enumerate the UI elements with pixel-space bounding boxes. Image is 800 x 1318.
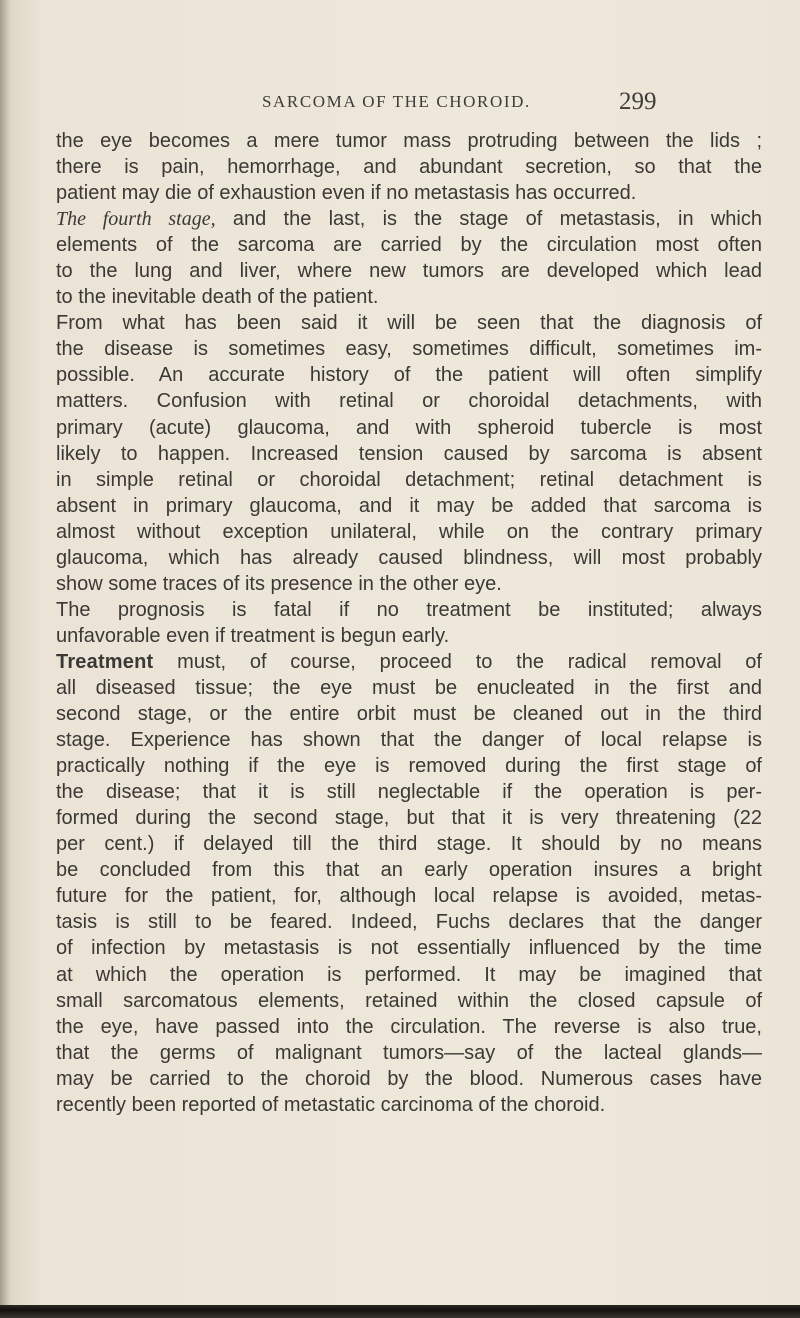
text-line: of infection by metastasis is not essentially influenced by the time: [56, 937, 762, 960]
text-line: absent in primary glaucoma, and it may be added that sarcoma is: [56, 494, 762, 517]
text-line: the eye becomes a mere tumor mass protruding between the lids ;: [56, 130, 762, 152]
text-line: The prognosis is fatal if no treatment be instituted; always: [56, 598, 762, 621]
text-line: formed during the second stage, but that it is very threatening (22: [56, 807, 762, 830]
text-line: patient may die of exhaustion even if no metastasis has occurred.: [56, 182, 637, 205]
text-line: the eye, have passed into the circulation. The reverse is also true,: [56, 1015, 762, 1038]
text-line: recently been reported of metastatic carcinoma of the choroid.: [56, 1093, 606, 1116]
text-line: small sarcomatous elements, retained within the closed capsule of: [56, 989, 762, 1012]
text-line-rest: must, of course, proceed to the radical removal of: [153, 650, 762, 673]
text-line: matters. Confusion with retinal or choroidal detachments, with: [56, 390, 762, 413]
text-line: [56, 206, 762, 232]
text-line: to the lung and liver, where new tumors are developed which lead: [56, 260, 762, 283]
text-line: [56, 649, 762, 675]
text-line: to the inevitable death of the patient.: [56, 286, 379, 309]
text-line: glaucoma, which has already caused blindness, will most probably: [56, 546, 762, 569]
text-line: show some traces of its presence in the other eye.: [56, 572, 502, 595]
page-binding-edge: [0, 0, 10, 1318]
treatment-heading-bold: Treatment: [56, 650, 154, 673]
page-bottom-edge: [0, 1305, 800, 1318]
body-text: [56, 128, 762, 1118]
text-line: stage. Experience has shown that the danger of local relapse is: [56, 729, 762, 752]
text-line: almost without exception unilateral, while on the contrary primary: [56, 520, 762, 543]
text-line: per cent.) if delayed till the third stage. It should by no means: [56, 833, 762, 856]
text-line: may be carried to the choroid by the blood. Numerous cases have: [56, 1067, 762, 1090]
text-line: primary (acute) glaucoma, and with spheroid tubercle is most: [56, 416, 762, 439]
text-line: there is pain, hemorrhage, and abundant secretion, so that the: [56, 156, 762, 179]
text-line: all diseased tissue; the eye must be enucleated in the first and: [56, 676, 762, 699]
page-number: 299: [619, 88, 657, 115]
text-line: elements of the sarcoma are carried by the circulation most often: [56, 234, 762, 257]
text-line: in simple retinal or choroidal detachment; retinal detachment is: [56, 468, 762, 491]
text-line-rest: and the last, is the stage of metastasis, in which: [215, 208, 762, 231]
text-line: likely to happen. Increased tension caused by sarcoma is absent: [56, 442, 762, 465]
text-line: unfavorable even if treatment is begun early.: [56, 624, 450, 647]
running-header: [0, 88, 800, 118]
text-line: the disease; that it is still neglectable if the operation is per-: [56, 781, 762, 804]
text-line: possible. An accurate history of the patient will often simplify: [56, 364, 762, 387]
stage-heading-italic: The fourth stage,: [56, 208, 216, 231]
text-line: the disease is sometimes easy, sometimes difficult, sometimes im-: [56, 338, 762, 361]
text-line: be concluded from this that an early operation insures a bright: [56, 859, 762, 882]
text-line: second stage, or the entire orbit must be cleaned out in the third: [56, 703, 762, 726]
running-title: SARCOMA OF THE CHOROID.: [262, 92, 531, 111]
text-line: future for the patient, for, although local relapse is avoided, metas-: [56, 885, 762, 908]
text-line: practically nothing if the eye is removed during the first stage of: [56, 755, 762, 778]
text-line: at which the operation is performed. It may be imagined that: [56, 963, 762, 986]
text-line: that the germs of malignant tumors—say of the lacteal glands—: [56, 1041, 762, 1064]
text-line: tasis is still to be feared. Indeed, Fuchs declares that the danger: [56, 911, 762, 934]
text-line: From what has been said it will be seen that the diagnosis of: [56, 312, 762, 335]
